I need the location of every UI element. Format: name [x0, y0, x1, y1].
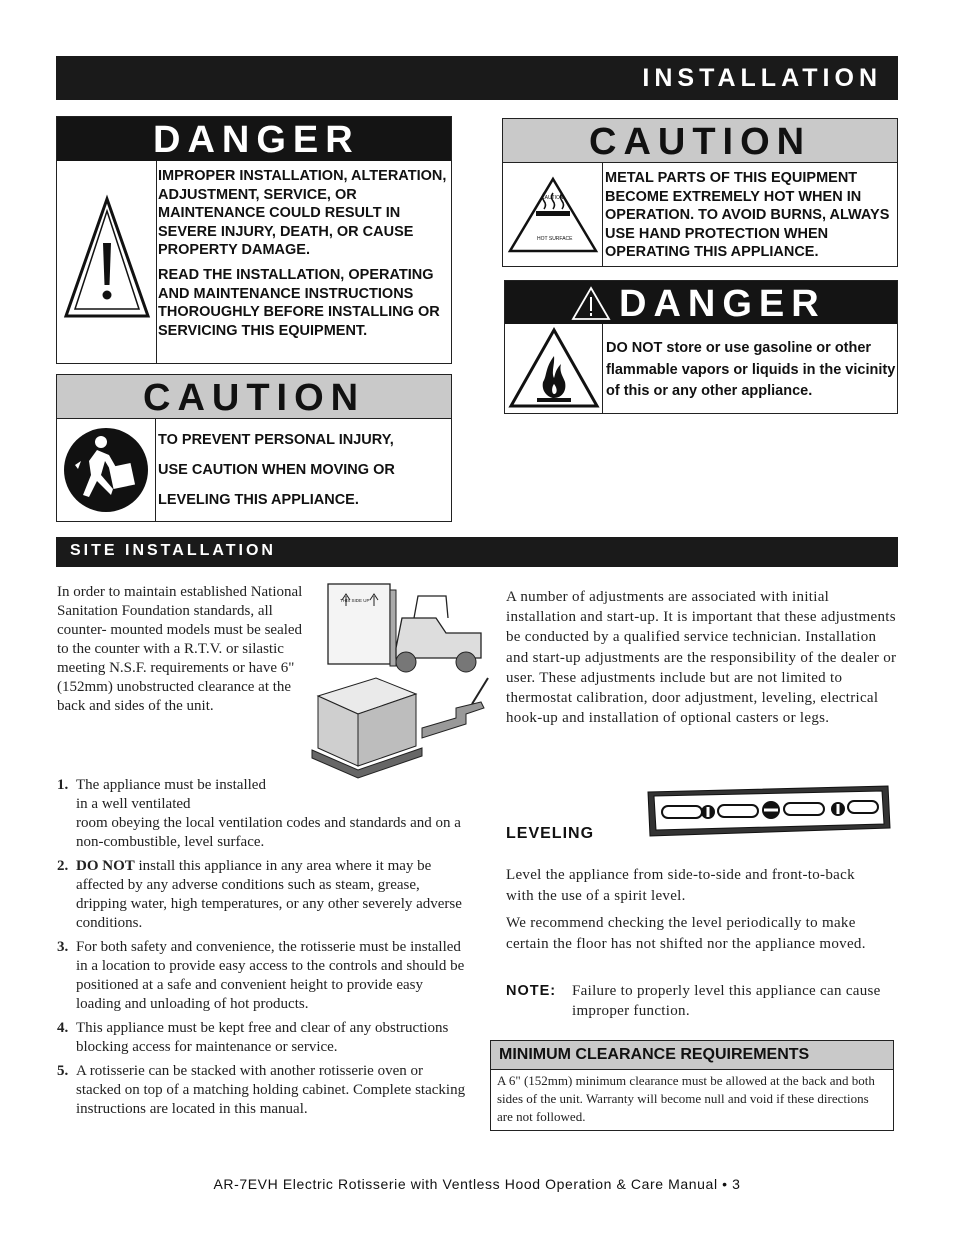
- caution-heading: CAUTION: [57, 375, 451, 419]
- warning-triangle-icon: [571, 286, 611, 322]
- minimum-clearance-heading: MINIMUM CLEARANCE REQUIREMENTS: [491, 1041, 893, 1070]
- danger-box-flammable: [504, 280, 898, 414]
- list-item: [57, 1019, 467, 1057]
- list-item: [57, 857, 467, 933]
- list-item-text: room obeying the local ventilation codes and standards and on a non-combustible, level surface.: [76, 815, 461, 850]
- page-footer: AR-7EVH Electric Rotisserie with Ventless Hood Operation & Care Manual • 3: [213, 1176, 741, 1192]
- danger-icon-cell: [57, 161, 157, 363]
- hot-surface-icon-cell: [503, 163, 603, 266]
- site-requirements-list: [57, 776, 467, 1124]
- adjustments-text: A number of adjustments are associated with initial installation and start-up. It is important that these adjustments be conducted by a qualified service technician. Installation and start-up adjustments are the responsibility of the dealer or user. These adjustments include but are not limited to thermostat calibration, door adjustment, leveling, electrical hook-up and installation of optional casters or legs.: [506, 589, 897, 727]
- danger-text-2: READ THE INSTALLATION, OPERATING AND MAINTENANCE INSTRUCTIONS THOROUGHLY BEFORE INSTALLING OR SERVICING THIS EQUIPMENT.: [158, 267, 440, 339]
- list-item-text: For both safety and convenience, the rotisserie must be installed in a location to provide easy access to the controls and should be positioned at a safe and convenient height to provide easy loading and unloading of hot products.: [76, 939, 465, 1012]
- caution-line-2: USE CAUTION WHEN MOVING OR: [158, 462, 395, 478]
- danger-heading-row: [505, 281, 897, 324]
- minimum-clearance-box: [490, 1040, 894, 1131]
- section-title-bar: [56, 56, 898, 100]
- box-label: THIS SIDE UP: [340, 598, 370, 603]
- leveling-paragraph-1: Level the appliance from side-to-side and front-to-back with the use of a spirit level.: [506, 867, 855, 904]
- spirit-level-illustration: [644, 782, 894, 840]
- warning-triangle-icon: [60, 191, 154, 331]
- list-item-text: The appliance must be installed in a well ventilated: [76, 777, 266, 812]
- danger-flammable-text: DO NOT store or use gasoline or other flammable vapors or liquids in the vicinity of this or any other appliance.: [606, 340, 896, 399]
- list-item-text: This appliance must be kept free and clear of any obstructions blocking access for maintenance or service.: [76, 1020, 449, 1055]
- danger-text-1: IMPROPER INSTALLATION, ALTERATION, ADJUSTMENT, SERVICE, OR MAINTENANCE COULD RESULT IN SEVERE INJURY, DEATH, OR CAUSE PROPERTY DAMAGE.: [158, 168, 447, 258]
- list-item: [57, 1062, 467, 1119]
- leveling-heading: LEVELING: [506, 825, 595, 842]
- list-item-number: 5.: [57, 1063, 69, 1079]
- danger-heading: DANGER: [57, 117, 451, 161]
- site-intro-text: In order to maintain established National Sanitation Foundation standards, all counter- mounted models must be sealed to the counter with a R.T.V. or silastic meeting N.S.F. requirements or have 6" (152mm) unobstructed clearance at the back and sides of the unit.: [57, 584, 303, 714]
- list-item-bold: DO NOT: [76, 858, 135, 874]
- list-item: [57, 938, 467, 1014]
- leveling-paragraph-2: We recommend checking the level periodically to make certain the floor has not shifted nor the appliance moved.: [506, 915, 866, 952]
- danger-box-installation: [56, 116, 452, 364]
- lifting-icon-cell: [57, 419, 156, 521]
- site-installation-heading: SITE INSTALLATION: [70, 542, 276, 559]
- lifting-injury-icon: [61, 425, 151, 515]
- note-text: Failure to properly level this appliance can cause improper function.: [572, 983, 881, 1019]
- hot-surface-icon-label-bottom: HOT SURFACE: [537, 236, 573, 242]
- caution-line-3: LEVELING THIS APPLIANCE.: [158, 492, 359, 508]
- list-item-number: 4.: [57, 1020, 69, 1036]
- caution-heading: CAUTION: [503, 119, 897, 163]
- list-item-number: 2.: [57, 858, 69, 874]
- list-item-number: 3.: [57, 939, 69, 955]
- caution-line-1: TO PREVENT PERSONAL INJURY,: [158, 432, 394, 448]
- hot-surface-icon: [506, 175, 600, 255]
- caution-box-moving: [56, 374, 452, 522]
- caution-hot-text: METAL PARTS OF THIS EQUIPMENT BECOME EXTREMELY HOT WHEN IN OPERATION. TO AVOID BURNS, ALWAYS USE HAND PROTECTION WHEN OPERATING THIS APPLIANCE.: [605, 170, 890, 260]
- flammable-flame-icon: [507, 326, 601, 410]
- list-item: [57, 776, 467, 852]
- list-item-text: install this appliance in any area where it may be affected by any adverse conditions such as steam, grease, dripping water, high temperatures, or any other severely adverse conditions.: [76, 858, 462, 931]
- danger-heading: DANGER: [619, 283, 826, 325]
- hot-surface-icon-label-top: CAUTION: [541, 195, 564, 201]
- caution-box-hot-surface: [502, 118, 898, 267]
- flame-icon-cell: [505, 324, 603, 413]
- note-label: NOTE:: [506, 983, 557, 999]
- list-item-number: 1.: [57, 777, 69, 793]
- list-item-text: A rotisserie can be stacked with another rotisserie oven or stacked on top of a matching holding cabinet. Complete stacking instructions are located in this manual.: [76, 1063, 466, 1117]
- section-title: INSTALLATION: [642, 64, 882, 92]
- site-installation-bar: [56, 537, 898, 567]
- minimum-clearance-text: A 6" (152mm) minimum clearance must be allowed at the back and both sides of the unit. Warranty will become null and void if these directions are not followed.: [497, 1073, 875, 1124]
- forklift-pallet-illustration: [306, 578, 496, 788]
